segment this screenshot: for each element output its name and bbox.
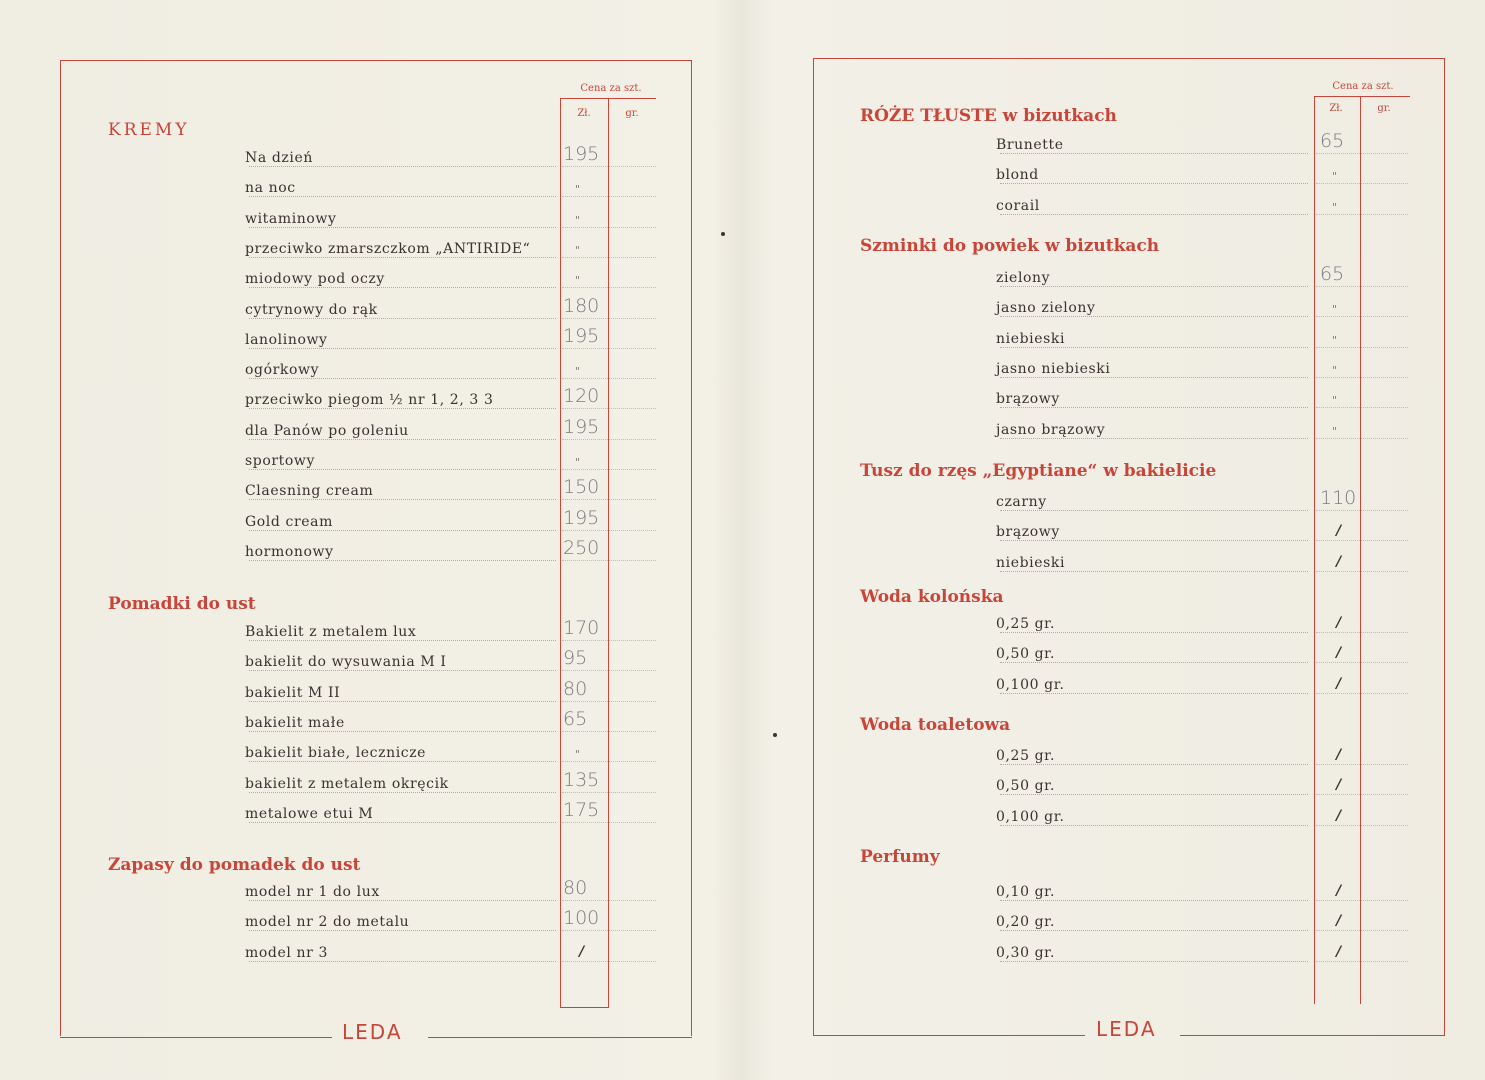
section-title: KREMY [108, 120, 190, 140]
right-frame-bottom-rule-2 [1180, 1035, 1445, 1036]
price-value: 65 [1320, 130, 1345, 152]
leader-dots [1000, 930, 1308, 931]
product-label: jasno zielony [996, 300, 1096, 317]
price-column-dots [562, 257, 656, 258]
leader-dots [1000, 214, 1308, 215]
leader-dots [1000, 632, 1308, 633]
left-frame-bottom-rule-2 [428, 1037, 692, 1038]
price-column-dots [1316, 510, 1408, 511]
product-label: jasno brązowy [996, 421, 1106, 438]
leader-dots [249, 670, 556, 671]
price-column-dots [1316, 316, 1408, 317]
price-column-dots [1316, 662, 1408, 663]
product-label: 0,50 gr. [996, 778, 1055, 795]
leader-dots [1000, 571, 1308, 572]
price-value: 250 [563, 536, 600, 559]
price-column-dots [562, 196, 656, 197]
product-label: 0,100 gr. [996, 808, 1065, 825]
leader-dots [1000, 961, 1308, 962]
left-column-line [560, 98, 561, 1008]
price-column-dots [1316, 438, 1408, 439]
price-column-dots [562, 670, 656, 671]
price-value: / [1336, 777, 1342, 794]
price-value: 65 [1320, 263, 1345, 285]
price-value: " [1332, 363, 1338, 377]
price-column-dots [1316, 377, 1408, 378]
leader-dots [249, 701, 556, 702]
product-label: corail [996, 197, 1040, 214]
price-column-dots [1316, 540, 1408, 541]
price-column-dots [562, 499, 656, 500]
product-label: niebieski [996, 330, 1066, 347]
product-label: na noc [245, 180, 296, 197]
product-label: brązowy [996, 391, 1060, 408]
price-value: 170 [563, 617, 600, 639]
price-column-dots [1316, 183, 1408, 184]
price-value: " [1332, 200, 1338, 214]
price-column-dots [1316, 930, 1408, 931]
price-column-dots [562, 792, 656, 793]
leader-dots [249, 348, 556, 349]
left-gr-header: gr. [625, 108, 639, 119]
leader-dots [249, 257, 556, 258]
leader-dots [249, 196, 556, 197]
price-value: / [1336, 913, 1342, 930]
leader-dots [249, 530, 556, 531]
price-value: 180 [563, 294, 600, 317]
product-label: miodowy pod oczy [245, 271, 385, 288]
leader-dots [249, 408, 556, 409]
leader-dots [249, 961, 556, 962]
section-title: Woda kolońska [860, 587, 1004, 607]
leader-dots [249, 378, 556, 379]
price-column-dots [562, 348, 656, 349]
price-column-dots [562, 900, 656, 901]
product-label: czarny [996, 494, 1047, 510]
price-value: " [1332, 303, 1338, 317]
price-column-dots [562, 640, 656, 641]
product-label: Claesning cream [245, 483, 374, 500]
product-label: dla Panów po goleniu [245, 422, 409, 439]
price-value: 195 [563, 506, 600, 529]
left-brand-logo: LEDA [342, 1020, 403, 1044]
leader-dots [1000, 183, 1308, 184]
right-column-line [1314, 96, 1315, 1004]
price-value: / [1336, 943, 1342, 960]
price-column-dots [1316, 214, 1408, 215]
price-column-dots [1316, 571, 1408, 572]
product-label: ogórkowy [245, 362, 320, 379]
price-value: 100 [563, 907, 600, 930]
price-value: / [1336, 747, 1342, 763]
section-title: Pomadki do ust [108, 594, 256, 614]
leader-dots [249, 930, 556, 931]
price-column-dots [1316, 900, 1408, 901]
product-label: sportowy [245, 453, 316, 469]
price-value: " [575, 365, 581, 379]
product-label: model nr 3 [245, 944, 328, 961]
leader-dots [1000, 316, 1308, 317]
price-value: 95 [563, 647, 588, 670]
price-column-dots [562, 439, 656, 440]
price-column-dots [1316, 693, 1408, 694]
product-label: Brunette [996, 137, 1064, 153]
leader-dots [1000, 153, 1308, 154]
price-column-dots [1316, 632, 1408, 633]
right-column-divider [1360, 96, 1361, 1004]
price-value: " [575, 243, 581, 257]
leader-dots [1000, 825, 1308, 826]
product-label: Gold cream [245, 513, 333, 530]
price-value: 110 [1320, 487, 1357, 509]
leader-dots [249, 822, 556, 823]
leader-dots [249, 469, 556, 470]
section-title: RÓŻE TŁUSTE w bizutkach [860, 106, 1117, 126]
product-label: bakielit do wysuwania M I [245, 654, 447, 671]
right-frame-bottom-rule [813, 1035, 1085, 1036]
price-value: 175 [563, 798, 600, 821]
price-value: " [1332, 394, 1338, 408]
price-value: " [575, 213, 581, 227]
price-value: / [1336, 615, 1342, 631]
leader-dots [249, 227, 556, 228]
leader-dots [1000, 693, 1308, 694]
product-label: 0,50 gr. [996, 646, 1055, 663]
price-value: 80 [563, 877, 588, 899]
price-value: / [579, 943, 585, 960]
right-header-rule [1314, 96, 1410, 97]
price-column-dots [1316, 407, 1408, 408]
price-column-dots [562, 530, 656, 531]
leader-dots [249, 900, 556, 901]
price-value: " [575, 274, 581, 288]
left-zl-header: Zł. [577, 108, 591, 119]
price-value: " [1332, 170, 1338, 184]
product-label: przeciwko zmarszczkom „ANTIRIDE“ [245, 240, 531, 257]
price-column-dots [562, 227, 656, 228]
price-column-dots [562, 469, 656, 470]
price-column-dots [562, 961, 656, 962]
price-column-dots [1316, 286, 1408, 287]
price-column-dots [1316, 153, 1408, 154]
price-column-dots [1316, 961, 1408, 962]
product-label: niebieski [996, 554, 1066, 571]
price-column-dots [562, 378, 656, 379]
product-label: bakielit M II [245, 684, 341, 701]
leader-dots [249, 792, 556, 793]
price-value: " [575, 748, 581, 762]
leader-dots [249, 439, 556, 440]
right-zl-header: Zł. [1329, 103, 1343, 114]
price-value: / [1336, 645, 1342, 662]
product-label: cytrynowy do rąk [245, 301, 378, 318]
product-label: model nr 2 do metalu [245, 914, 410, 931]
product-label: bakielit białe, lecznicze [245, 745, 427, 762]
product-label: Bakielit z metalem lux [245, 624, 417, 640]
price-column-dots [562, 930, 656, 931]
leader-dots [1000, 347, 1308, 348]
right-gr-header: gr. [1377, 103, 1391, 114]
price-value: 135 [563, 768, 600, 791]
section-title: Zapasy do pomadek do ust [108, 855, 361, 875]
leader-dots [249, 166, 556, 167]
price-value: / [1336, 883, 1342, 899]
price-column-dots [562, 318, 656, 319]
leader-dots [1000, 510, 1308, 511]
leader-dots [1000, 377, 1308, 378]
price-value: " [575, 456, 581, 469]
price-column-dots [562, 731, 656, 732]
price-value: 195 [563, 143, 600, 165]
leader-dots [249, 318, 556, 319]
product-label: bakielit małe [245, 714, 345, 731]
leader-dots [1000, 764, 1308, 765]
product-label: blond [996, 167, 1039, 184]
leader-dots [1000, 407, 1308, 408]
section-title: Perfumy [860, 847, 940, 867]
left-frame-bottom-rule [60, 1037, 332, 1038]
leader-dots [1000, 794, 1308, 795]
product-label: zielony [996, 270, 1051, 286]
product-label: 0,100 gr. [996, 676, 1065, 693]
product-label: 0,25 gr. [996, 748, 1055, 764]
price-value: 120 [563, 385, 600, 408]
price-value: 195 [563, 415, 600, 438]
leader-dots [1000, 286, 1308, 287]
leader-dots [249, 761, 556, 762]
price-value: " [1332, 424, 1338, 438]
product-label: 0,30 gr. [996, 944, 1055, 961]
price-value: 150 [563, 476, 600, 499]
paper-speck [773, 733, 777, 737]
product-label: witaminowy [245, 210, 337, 227]
price-value: / [1336, 675, 1342, 692]
right-page-frame [813, 58, 1445, 1036]
leader-dots [249, 731, 556, 732]
leader-dots [249, 499, 556, 500]
product-label: metalowe etui M [245, 805, 374, 822]
price-column-dots [1316, 794, 1408, 795]
leader-dots [249, 287, 556, 288]
product-label: lanolinowy [245, 331, 328, 348]
right-brand-logo: LEDA [1096, 1017, 1157, 1041]
left-price-header: Cena za szt. [580, 83, 642, 94]
product-label: przeciwko piegom ½ nr 1, 2, 3 3 [245, 392, 494, 409]
product-label: brązowy [996, 524, 1060, 541]
leader-dots [249, 640, 556, 641]
section-title: Szminki do powiek w bizutkach [860, 236, 1160, 256]
section-title: Tusz do rzęs „Egyptiane“ w bakielicie [860, 461, 1217, 481]
price-value: 195 [563, 324, 600, 347]
leader-dots [1000, 540, 1308, 541]
leader-dots [249, 560, 556, 561]
product-label: jasno niebieski [996, 360, 1111, 377]
leader-dots [1000, 438, 1308, 439]
price-value: " [1332, 333, 1338, 347]
price-value: " [575, 183, 581, 197]
paper-speck [721, 232, 725, 236]
price-column-dots [562, 560, 656, 561]
price-column-dots [562, 761, 656, 762]
price-column-dots [1316, 347, 1408, 348]
price-column-dots [1316, 825, 1408, 826]
product-label: 0,10 gr. [996, 884, 1055, 900]
leader-dots [1000, 900, 1308, 901]
price-value: / [1336, 523, 1342, 540]
price-value: 80 [563, 677, 588, 700]
left-column-divider [608, 98, 609, 1008]
price-column-dots [562, 701, 656, 702]
price-column-dots [562, 287, 656, 288]
price-column-dots [562, 166, 656, 167]
price-value: 65 [563, 707, 588, 730]
product-label: 0,25 gr. [996, 616, 1055, 632]
price-column-dots [562, 408, 656, 409]
product-label: bakielit z metalem okręcik [245, 775, 449, 792]
product-label: hormonowy [245, 543, 334, 560]
section-title: Woda toaletowa [860, 715, 1011, 735]
price-value: / [1336, 553, 1342, 570]
product-label: model nr 1 do lux [245, 884, 380, 900]
leader-dots [1000, 662, 1308, 663]
left-column-bottom-rule [560, 1007, 608, 1008]
product-label: Na dzień [245, 150, 313, 166]
right-price-header: Cena za szt. [1332, 81, 1394, 92]
price-column-dots [562, 822, 656, 823]
product-label: 0,20 gr. [996, 914, 1055, 931]
price-column-dots [1316, 764, 1408, 765]
price-value: / [1336, 807, 1342, 824]
